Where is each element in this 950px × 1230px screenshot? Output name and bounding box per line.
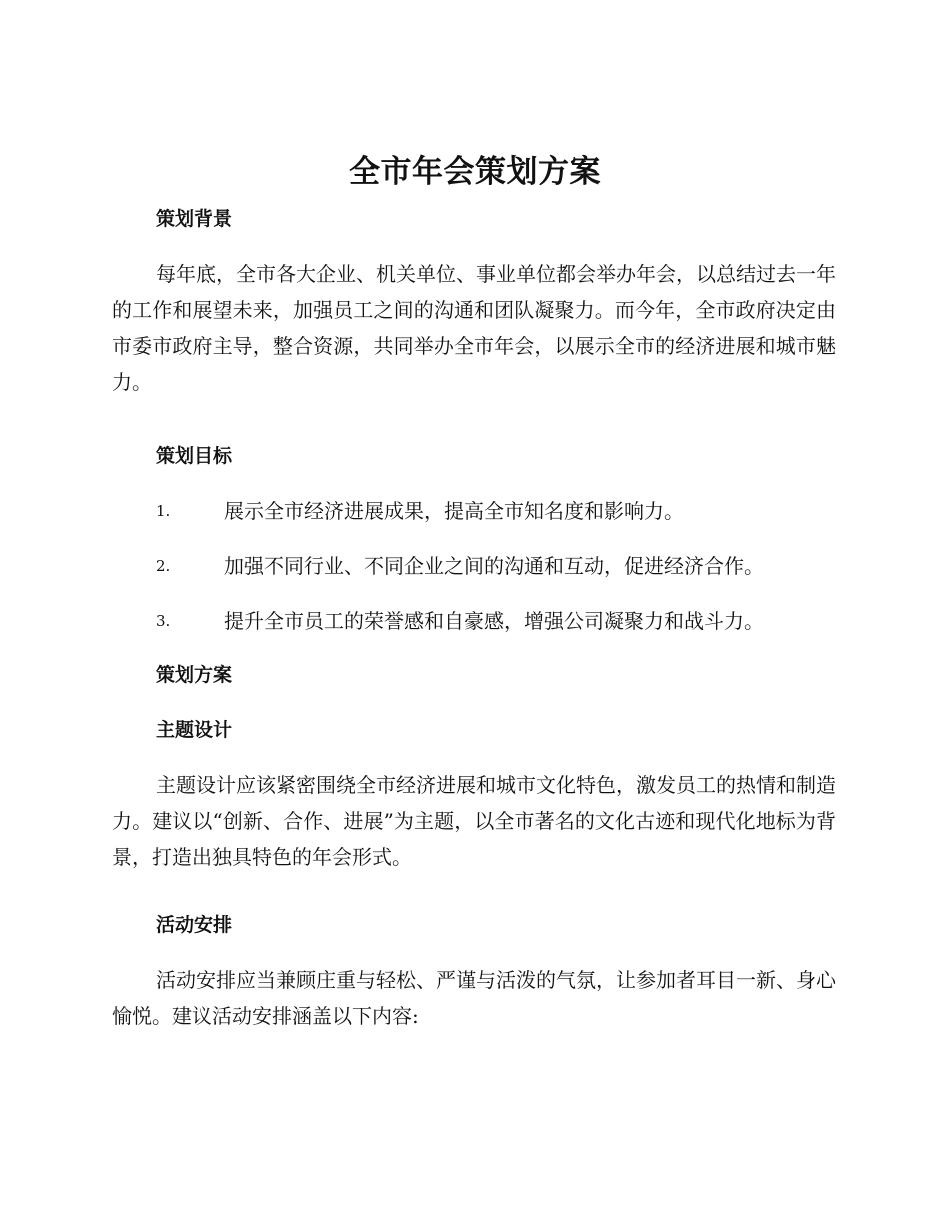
goal-text: 展示全市经济进展成果，提高全市知名度和影响力。	[224, 499, 684, 523]
goal-number: 3.	[156, 612, 171, 630]
paragraph-background: 每年底，全市各大企业、机关单位、事业单位都会举办年会，以总结过去一年的工作和展望未来，加强员工之间的沟通和团队凝聚力。而今年，全市政府决定由市委市政府主导，整合资源，共同举办全市年会，以展示全市的经济进展和城市魅力。	[112, 262, 836, 394]
heading-plan: 策划方案	[156, 664, 233, 686]
document-title: 全市年会策划方案	[349, 154, 601, 190]
paragraph-theme: 主题设计应该紧密围绕全市经济进展和城市文化特色，激发员工的热情和制造力。建议以“创新、合作、进展”为主题，以全市著名的文化古迹和现代化地标为背景，打造出独具特色的年会形式。	[112, 773, 836, 869]
heading-background: 策划背景	[156, 208, 233, 230]
heading-theme: 主题设计	[156, 719, 233, 741]
paragraph-activity: 活动安排应当兼顾庄重与轻松、严谨与活泼的气氛，让参加者耳目一新、身心愉悦。建议活动安排涵盖以下内容:	[112, 968, 836, 1028]
goal-text: 提升全市员工的荣誉感和自豪感，增强公司凝聚力和战斗力。	[224, 609, 764, 633]
goal-number: 2.	[156, 557, 171, 575]
goal-number: 1.	[156, 502, 171, 520]
heading-goals: 策划目标	[156, 445, 233, 467]
heading-activity: 活动安排	[156, 914, 233, 936]
goal-text: 加强不同行业、不同企业之间的沟通和互动，促进经济合作。	[224, 554, 764, 578]
